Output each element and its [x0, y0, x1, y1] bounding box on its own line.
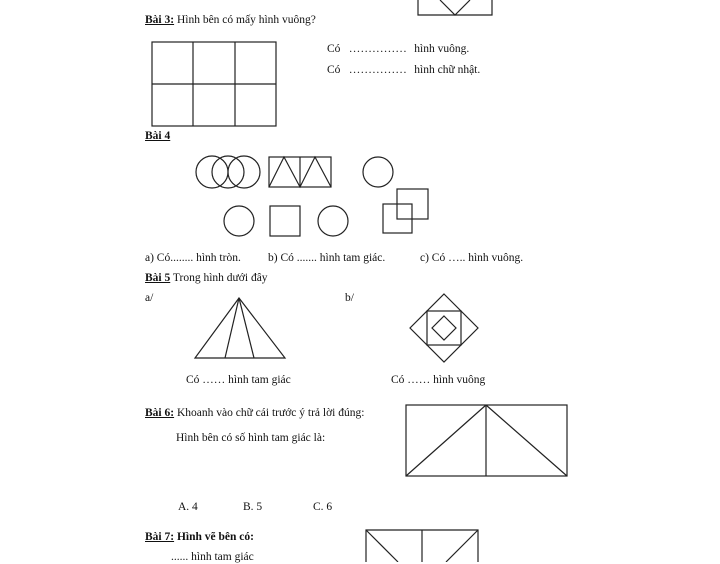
- bai7-question: Hình vẽ bên có:: [174, 531, 254, 543]
- bai3-ans2-dots[interactable]: ...............: [349, 64, 408, 76]
- bai5-label: Bài 5: [145, 272, 171, 284]
- bai3-question: Hình bên có mấy hình vuông?: [174, 14, 316, 26]
- bai3-ans1-prefix: Có: [327, 43, 341, 55]
- bai6-option-b[interactable]: B. 5: [243, 501, 263, 513]
- bai6-subquestion: Hình bên có số hình tam giác là:: [176, 432, 326, 444]
- bai7-answer-1: ...... hình tam giác: [171, 551, 254, 563]
- bai7-label: Bài 7:: [145, 531, 175, 543]
- bai5-question: Trong hình dưới đây: [170, 272, 268, 284]
- bai7-diagonal-left: [366, 530, 398, 562]
- bai3-ans1-dots[interactable]: ...............: [349, 43, 408, 55]
- bai4-answer-a: a) Có........ hình tròn.: [145, 252, 241, 264]
- bai6-option-a[interactable]: A. 4: [178, 501, 198, 513]
- bai6-label: Bài 6:: [145, 407, 175, 419]
- bai4-label: Bài 4: [145, 130, 171, 142]
- bai5-part-a-label: a/: [145, 292, 154, 304]
- bai4-answer-b: b) Có ....... hình tam giác.: [268, 252, 386, 264]
- bai3-label: Bài 3:: [145, 14, 175, 26]
- bai6-option-c[interactable]: C. 6: [313, 501, 333, 513]
- bai5-part-b-label: b/: [345, 292, 354, 304]
- bai3-ans2-suffix: hình chữ nhật.: [414, 64, 481, 76]
- bai4-answer-c: c) Có ….. hình vuông.: [420, 252, 524, 264]
- bai6-question: Khoanh vào chữ cái trước ý trả lời đúng:: [174, 407, 365, 419]
- bai5-answer-b: Có …… hình vuông: [391, 374, 486, 386]
- bai3-ans1-suffix: hình vuông.: [414, 43, 470, 55]
- bai3-ans2-prefix: Có: [327, 64, 341, 76]
- bai5-answer-a: Có …… hình tam giác: [186, 374, 291, 386]
- bai7-diagonal-right: [446, 530, 478, 562]
